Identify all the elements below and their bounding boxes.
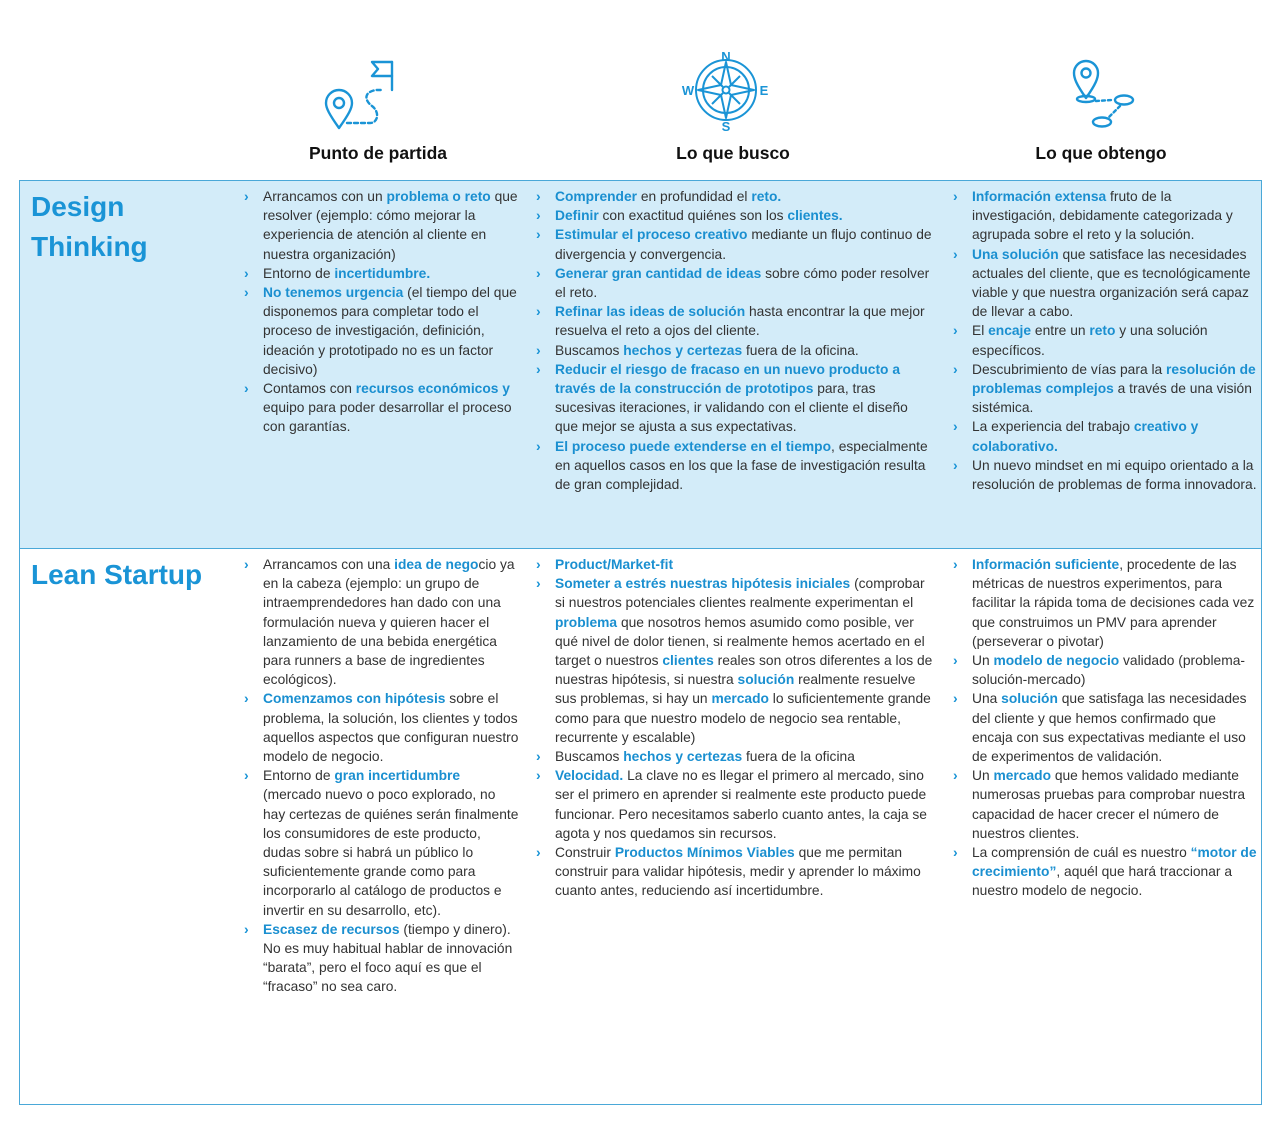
row-lean-startup <box>20 549 1261 1104</box>
highlighted-text: idea de nego <box>394 557 479 572</box>
chevron-right-icon: › <box>953 456 958 473</box>
chevron-right-icon: › <box>536 264 541 281</box>
highlighted-text: reto. <box>751 189 782 204</box>
highlighted-text: Productos Mínimos Viables <box>614 845 795 861</box>
body-text: Arrancamos con una <box>263 557 395 572</box>
body-text: (mercado nuevo o poco explorado, no hay certezas de quiénes serán finalmente los consumidores de este producto, dudas sobre si habrá un público lo suficientemente grande como para incorporarlo al catálogo de productos e invertir en su desarrollo, etc). <box>263 787 519 918</box>
list-item <box>244 264 519 283</box>
body-text: Arrancamos con un <box>263 189 387 204</box>
list-item <box>244 283 519 379</box>
column-header-lo-que-busco: Lo que busco <box>676 143 790 163</box>
chevron-right-icon: › <box>953 556 958 572</box>
highlighted-text: mercado <box>711 691 769 707</box>
list-item <box>536 555 933 574</box>
body-text: equipo para poder desarrollar el proceso con garantías. <box>263 400 512 435</box>
highlighted-text: Reducir el riesgo de fracaso en un nuevo producto a través de la construcción de prototipos <box>555 361 900 397</box>
body-text: que hemos validado mediante numerosas pruebas para comprobar nuestra capacidad de hacer crecer el número de nuestros clientes. <box>972 768 1246 841</box>
body-text: que satisfaga las necesidades del cliente y que hemos confirmado que encaja con sus expectativas mediante el uso de experimentos de validación. <box>972 691 1247 765</box>
body-text: reales son otros diferentes a los de nuestras hipótesis, si nuestra <box>555 653 933 688</box>
chevron-right-icon: › <box>953 245 958 262</box>
lean-startup-lo-que-obtengo-list <box>953 555 1258 901</box>
list-item <box>953 689 1258 766</box>
list-item <box>536 766 933 843</box>
chevron-right-icon: › <box>536 207 541 224</box>
list-item <box>953 187 1258 245</box>
body-text: fruto de la investigación, debidamente categorizada y agrupada sobre el reto y la solución. <box>972 189 1233 243</box>
list-item <box>536 747 933 766</box>
highlighted-text: Product/Market-fit <box>555 557 674 572</box>
chevron-right-icon: › <box>953 690 958 707</box>
body-text: en profundidad el <box>637 189 752 204</box>
chevron-right-icon: › <box>536 844 541 861</box>
highlighted-text: clientes <box>662 653 714 669</box>
body-text: mediante un flujo continuo de divergencia y convergencia. <box>555 227 932 262</box>
body-text: entre un <box>1031 323 1090 339</box>
highlighted-text: Escasez de recursos <box>263 921 400 937</box>
list-item <box>244 379 519 437</box>
list-item <box>244 689 519 766</box>
list-item <box>244 187 519 264</box>
chevron-right-icon: › <box>536 226 541 243</box>
body-text: La comprensión de cuál es nuestro <box>972 845 1191 861</box>
chevron-right-icon: › <box>536 748 541 765</box>
body-text: que me permitan construir para validar hipótesis, medir y aprender lo máximo cuanto antes, reduciendo así incertidumbre. <box>555 845 921 899</box>
chevron-right-icon: › <box>953 844 958 861</box>
chevron-right-icon: › <box>953 767 958 784</box>
highlighted-text: El proceso puede extenderse en el tiempo <box>555 438 832 454</box>
body-text: La clave no es llegar el primero al mercado, sino ser el primero en aprender si realmente este producto puede funcionar. Pero necesitamos saberlo cuanto antes, la caja se agota y nos quedamos sin recursos. <box>555 768 927 841</box>
body-text: sobre el problema, la solución, los clientes y todos aquellos aspectos que configuran nuestro modelo de negocio. <box>263 691 519 765</box>
highlighted-text: mercado <box>993 768 1051 784</box>
highlighted-text: solución <box>737 672 795 688</box>
highlighted-text: recursos económicos y <box>355 381 510 397</box>
body-text: Un <box>972 768 994 784</box>
highlighted-text: gran incertidumbre <box>334 768 461 784</box>
body-text: lo suficientemente grande como para que nuestro modelo de negocio sea rentable, recurrente y escalable) <box>555 691 931 745</box>
chevron-right-icon: › <box>244 767 249 784</box>
chevron-right-icon: › <box>536 437 541 454</box>
highlighted-text: incertidumbre. <box>334 265 431 281</box>
body-text: Contamos con <box>263 381 356 397</box>
body-text: (comprobar si nuestros potenciales clientes realmente experimentan el <box>555 576 925 611</box>
body-text: Construir <box>555 845 615 861</box>
list-item <box>244 920 519 997</box>
column-header-punto-de-partida: Punto de partida <box>308 143 448 163</box>
list-item <box>536 437 933 495</box>
highlighted-text: Una solución <box>972 246 1059 262</box>
body-text: fuera de la oficina <box>742 749 855 765</box>
chevron-right-icon: › <box>536 360 541 377</box>
highlighted-text: creativo y colaborativo. <box>972 419 1199 454</box>
highlighted-text: hechos y certezas <box>623 342 743 358</box>
comparison-table <box>19 180 1262 1105</box>
highlighted-text: Refinar las ideas de solución <box>555 304 746 320</box>
chevron-right-icon: › <box>244 284 249 301</box>
body-text: a través de una visión sistémica. <box>972 381 1252 416</box>
body-text: (el tiempo del que disponemos para completar todo el proceso de investigación, definición, ideación y prototipado no es un factor decisivo) <box>263 285 517 377</box>
highlighted-text: No tenemos urgencia <box>263 285 404 301</box>
row-title-lean-startup: Lean Startup <box>31 559 203 590</box>
lean-startup-lo-que-busco-list <box>536 555 933 901</box>
body-text: validado (problema-solución-mercado) <box>972 653 1245 688</box>
column-header-lo-que-obtengo: Lo que obtengo <box>1035 143 1167 163</box>
compass-letter-e: E <box>759 83 769 98</box>
body-text: Entorno de <box>263 768 335 784</box>
list-item <box>536 360 933 437</box>
chevron-right-icon: › <box>244 920 249 937</box>
list-item <box>953 360 1258 418</box>
chevron-right-icon: › <box>953 322 958 339</box>
row-design-thinking <box>20 181 1261 549</box>
list-item <box>536 843 933 901</box>
highlighted-text: Información suficiente <box>972 557 1120 572</box>
list-item <box>536 341 933 360</box>
highlighted-text: reto <box>1089 323 1116 339</box>
design-thinking-punto-de-partida-list <box>244 187 519 437</box>
highlighted-text: “motor de crecimiento” <box>972 845 1257 880</box>
body-text: sobre cómo poder resolver el reto. <box>555 265 930 301</box>
chevron-right-icon: › <box>953 360 958 377</box>
highlighted-text: Generar gran cantidad de ideas <box>555 265 762 281</box>
list-item <box>536 264 933 302</box>
body-text: Un nuevo mindset en mi equipo orientado a la resolución de problemas de forma innovadora. <box>972 457 1257 493</box>
list-item <box>953 417 1258 455</box>
highlighted-text: modelo de negocio <box>993 653 1120 669</box>
body-text: para, tras sucesivas iteraciones, ir validando con el cliente el diseño que mejor se ajusta a sus expectativas. <box>555 381 908 435</box>
chevron-right-icon: › <box>953 418 958 435</box>
highlighted-text: Información extensa <box>972 189 1107 204</box>
map-pin-destination-icon <box>1060 48 1160 132</box>
body-text: realmente resuelve sus problemas, si hay un <box>555 672 916 707</box>
list-item <box>244 766 519 920</box>
list-item <box>953 766 1258 843</box>
body-text: cio ya en la cabeza (ejemplo: un grupo de intraemprendedores han dado con una formulación nueva y quieren hacer el lanzamiento de una bebida energética para runners a base de ingredientes ecológicos). <box>263 557 515 688</box>
chevron-right-icon: › <box>244 690 249 707</box>
row-title-design-thinking: Design Thinking <box>31 191 148 262</box>
list-item <box>953 843 1258 901</box>
compass-rose-icon <box>676 48 776 132</box>
body-text: Un <box>972 653 994 669</box>
chevron-right-icon: › <box>953 188 958 204</box>
map-pin-flag-path-icon <box>318 48 418 132</box>
list-item <box>953 321 1258 359</box>
highlighted-text: problema o reto <box>386 189 491 204</box>
body-text: Una <box>972 691 1002 707</box>
body-text: La experiencia del trabajo <box>972 419 1134 435</box>
body-text: , procedente de las métricas de nuestros experimentos, para facilitar la rápida toma de decisiones cada vez que construimos un PMV para aprender (perseverar o pivotar) <box>972 557 1255 649</box>
body-text: fuera de la oficina. <box>742 342 859 358</box>
highlighted-text: clientes. <box>787 208 843 224</box>
list-item <box>536 225 933 263</box>
highlighted-text: solución <box>1001 691 1058 707</box>
list-item <box>536 574 933 747</box>
list-item <box>536 187 933 206</box>
lean-startup-punto-de-partida-list <box>244 555 519 997</box>
highlighted-text: Velocidad. <box>555 768 624 784</box>
chevron-right-icon: › <box>244 380 249 397</box>
compass-letter-s: S <box>721 119 731 132</box>
list-item <box>953 456 1258 494</box>
compass-letter-w: W <box>681 83 695 98</box>
chevron-right-icon: › <box>953 652 958 669</box>
highlighted-text: resolución de problemas complejos <box>972 361 1256 397</box>
highlighted-text: Comenzamos con hipótesis <box>263 691 446 707</box>
body-text: Descubrimiento de vías para la <box>972 361 1167 377</box>
chevron-right-icon: › <box>536 341 541 358</box>
body-text: Buscamos <box>555 749 624 765</box>
chevron-right-icon: › <box>244 188 249 204</box>
chevron-right-icon: › <box>536 767 541 784</box>
chevron-right-icon: › <box>244 556 249 572</box>
body-text: hasta encontrar la que mejor resuelva el reto a ojos del cliente. <box>555 304 925 339</box>
compass-letter-n: N <box>721 49 731 64</box>
body-text: y una solución específicos. <box>972 323 1208 358</box>
list-item <box>953 555 1258 651</box>
chevron-right-icon: › <box>244 264 249 281</box>
body-text: , aquél que hará traccionar a nuestro modelo de negocio. <box>972 864 1233 899</box>
list-item <box>536 206 933 225</box>
chevron-right-icon: › <box>536 188 541 204</box>
body-text: Entorno de <box>263 265 335 281</box>
highlighted-text: Comprender <box>555 189 638 204</box>
body-text: (tiempo y dinero). No es muy habitual hablar de innovación “barata”, pero el foco aquí es que el “fracaso” no sea caro. <box>263 921 513 995</box>
highlighted-text: problema <box>555 614 618 630</box>
body-text: que satisface las necesidades actuales del cliente, que es tecnológicamente viable y que nuestra organización será capaz de llevar a cabo. <box>972 246 1251 320</box>
list-item <box>953 651 1258 689</box>
body-text: , especialmente en aquellos casos en los que la fase de investigación resulta de gran complejidad. <box>555 438 928 493</box>
body-text: Buscamos <box>555 342 624 358</box>
list-item <box>244 555 519 689</box>
highlighted-text: Estimular el proceso creativo <box>555 227 748 243</box>
highlighted-text: Someter a estrés nuestras hipótesis iniciales <box>555 576 851 592</box>
design-thinking-lo-que-busco-list <box>536 187 933 494</box>
body-text: El <box>972 323 989 339</box>
chevron-right-icon: › <box>536 575 541 592</box>
body-text: con exactitud quiénes son los <box>598 208 788 224</box>
body-text: que resolver (ejemplo: cómo mejorar la experiencia de atención al cliente en nuestra organización) <box>263 189 518 262</box>
highlighted-text: Definir <box>555 208 599 224</box>
chevron-right-icon: › <box>536 556 541 572</box>
chevron-right-icon: › <box>536 303 541 320</box>
list-item <box>953 245 1258 322</box>
list-item <box>536 302 933 340</box>
design-thinking-lo-que-obtengo-list <box>953 187 1258 494</box>
body-text: que nosotros hemos asumido como posible, ver qué nivel de dolor tienen, si realmente hemos acertado en el target o nuestros <box>555 614 925 669</box>
highlighted-text: encaje <box>988 323 1032 339</box>
highlighted-text: hechos y certezas <box>623 749 743 765</box>
